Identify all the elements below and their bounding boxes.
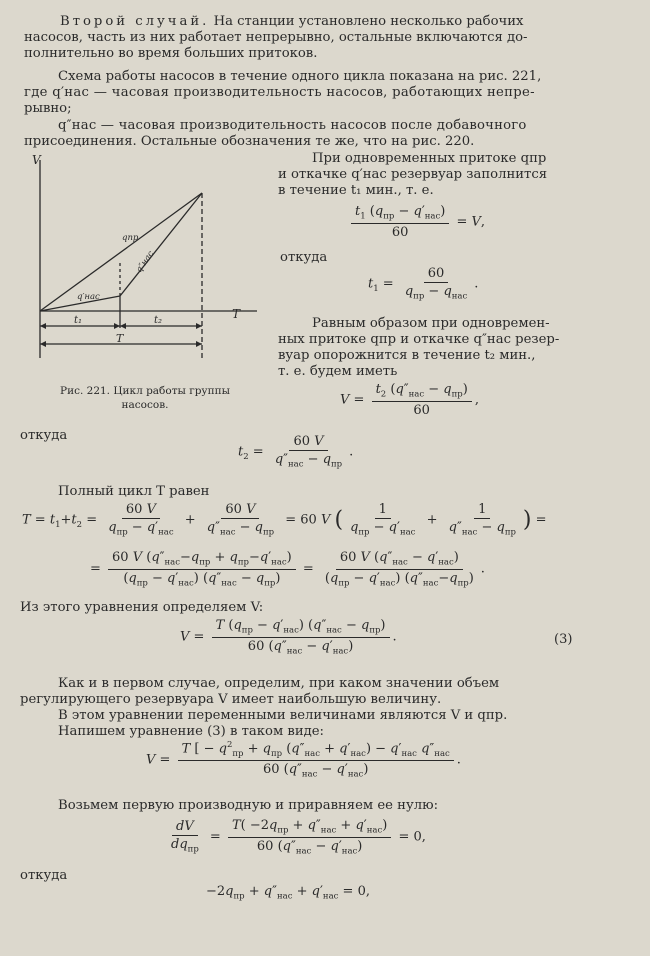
right-line-1: При одновременных притоке qпр bbox=[312, 151, 547, 166]
scheme-line-5: присоединения. Остальные обозначения те же, что на рис. 220. bbox=[24, 134, 475, 149]
eq-T-sum: $T = t_1+t_2$ = $\frac{60 V}{q_{пр} - q'_{нас}}$ + $\frac{60 V}{q''_{нас} - q_{пр}}$ = 60 V ( $\frac{1}{q_{пр} - q'_{нас}}$ + $\frac{1}{q''_{нас} - q_{пр}}$ ) = bbox=[22, 502, 547, 538]
otkuda-1: откуда bbox=[20, 428, 68, 443]
intro-line-3: полнительно во время больших притоков. bbox=[24, 46, 318, 61]
derivative-label: Возьмем первую производную и приравняем ее нулю: bbox=[58, 798, 439, 813]
fig-t2-label: t₂ bbox=[154, 315, 163, 326]
fig-x-axis-label: T bbox=[232, 307, 241, 321]
right-otkuda: откуда bbox=[280, 250, 328, 265]
fig-t1-label: t₁ bbox=[74, 315, 83, 326]
fig-q1-label: q′нас bbox=[77, 292, 100, 302]
scheme-line-1: Схема работы насосов в течение одного цикла показана на рис. 221, bbox=[58, 69, 542, 84]
para2-line-4: Напишем уравнение (3) в таком виде: bbox=[58, 724, 324, 739]
full-cycle-label: Полный цикл T равен bbox=[58, 484, 210, 499]
fig-qpr-label: qпр bbox=[122, 233, 139, 243]
eq-empty: V = $\frac{t_2 (q''_{нас} - q_{пр})}{60}$ , bbox=[340, 382, 479, 418]
eq-derivative: $\frac{dV}{dq_{пр}}$ = $\frac{T( -2q_{пр} + q''_{нас} + q'_{нас})}{60 (q''_{нас} - q'_{нас})}$ = 0, bbox=[171, 818, 426, 857]
scheme-line-2: где q′нас — часовая производительность насосов, работающих непре- bbox=[24, 85, 535, 100]
equation-number-3: (3) bbox=[554, 632, 573, 647]
intro-line-1: Второй случай. На станции установлено несколько рабочих bbox=[60, 14, 524, 29]
eq-fill: $\frac{t_1 (q_{пр} - q'_{нас})}{60}$ = V, bbox=[348, 204, 485, 240]
eq-final: $-2q_{пр} + q''_{нас} + q'_{нас} = 0$, bbox=[206, 884, 370, 902]
scheme-line-4: q″нас — часовая производительность насосов после добавочного bbox=[58, 118, 527, 133]
para2-line-2: регулирующего резервуара V имеет наибольшую величину. bbox=[20, 692, 442, 707]
right-line-2: и откачке q′нас резервуар заполнится bbox=[278, 167, 548, 182]
right-line-3: в течение t₁ мин., т. е. bbox=[278, 183, 434, 198]
scheme-line-3: рывно; bbox=[24, 101, 72, 116]
para2-line-1: Как и в первом случае, определим, при каком значении объем bbox=[58, 676, 500, 691]
determine-V: Из этого уравнения определяем V: bbox=[20, 600, 264, 615]
fig-q2-label: q″нас bbox=[134, 249, 157, 275]
right-line-7: т. е. будем иметь bbox=[278, 364, 398, 379]
right-line-4: Равным образом при одновремен- bbox=[312, 316, 550, 331]
figure-221-diagram bbox=[22, 148, 262, 358]
right-line-5: ных притоке qпр и откачке q″нас резер- bbox=[278, 332, 560, 347]
otkuda-2: откуда bbox=[20, 868, 68, 883]
eq-V-3: V = $\frac{T (q_{пр} - q'_{нас}) (q''_{нас} - q_{пр})}{60 (q''_{нас} - q'_{нас})}$ . bbox=[180, 618, 397, 657]
fig-T-label: T bbox=[116, 332, 124, 345]
para2-line-3: В этом уравнении переменными величинами являются V и qпр. bbox=[58, 708, 508, 723]
eq-V-expanded: V = $\frac{T [ - q^2_{пр} + q_{пр} (q''_{нас} + q'_{нас}) - q'_{нас} q''_{нас}}{60 (q''_{нас} - q'_{нас})}$ . bbox=[146, 740, 461, 780]
intro-line-2: насосов, часть из них работает непрерывно, остальные включаются до- bbox=[24, 30, 528, 45]
figure-caption: Рис. 221. Цикл работы группы насосов. bbox=[60, 385, 230, 411]
eq-t2: $t_2$ = $\frac{60 V}{q''_{нас} - q_{пр}}$ . bbox=[238, 434, 354, 470]
eq-t1: $t_1$ = $\frac{60}{q_{пр} - q_{нас}}$ . bbox=[368, 266, 479, 302]
eq-T-expanded: = $\frac{60 V (q''_{нас}-q_{пр} + q_{пр}-q'_{нас})}{(q_{пр} - q'_{нас}) (q''_{нас} - q_{пр})}$ = $\frac{60 V (q''_{нас} - q'_{нас})}{(q_{пр} - q'_{нас}) (q''_{нас}-q_{пр})}$ . bbox=[90, 550, 485, 589]
right-line-6: вуар опорожнится в течение t₂ мин., bbox=[278, 348, 536, 363]
fig-y-axis-label: V bbox=[32, 153, 41, 167]
